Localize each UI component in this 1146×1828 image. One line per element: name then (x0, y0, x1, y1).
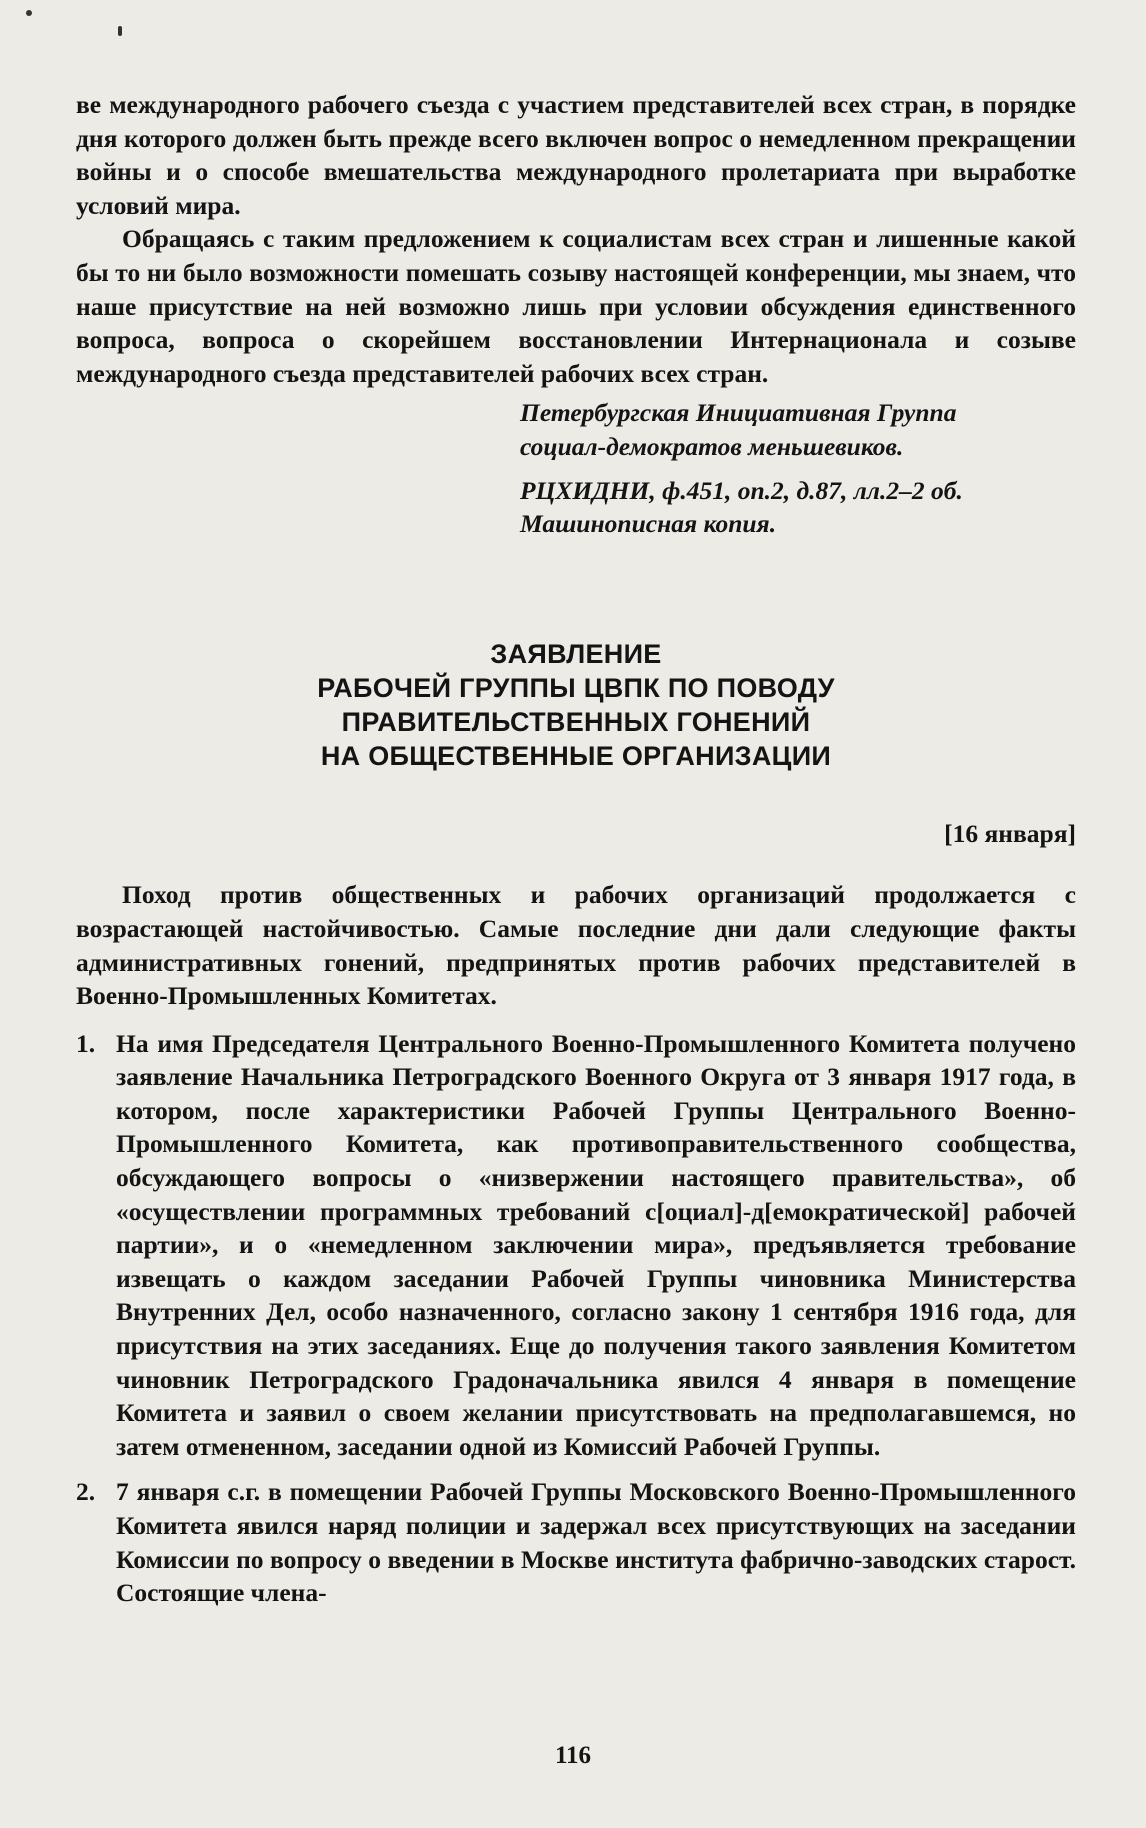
archive-reference: РЦХИДНИ, ф.451, оп.2, д.87, лл.2–2 об. (520, 475, 963, 505)
page-number: 116 (554, 1742, 592, 1769)
list-item-number: 2. (76, 1477, 96, 1507)
list-item (76, 1475, 1076, 1609)
copy-type: Машинописная копия. (520, 509, 777, 539)
continuation-paragraph: ве международного рабочего съезда с участием представителей всех стран, в порядке дня которого должен быть прежде всего включен вопрос о немедленном прекращении войны и о способе вмешательства международного пролетариата при выработке условий мира. (76, 90, 1076, 220)
title-line: НА ОБЩЕСТВЕННЫЕ ОРГАНИЗАЦИИ (320, 740, 832, 771)
signature-line: Петербургская Инициативная Группа (520, 398, 957, 428)
list-item (76, 1027, 1076, 1464)
signature-line: социал-демократов меньшевиков. (520, 431, 904, 461)
title-line: РАБОЧЕЙ ГРУППЫ ЦВПК ПО ПОВОДУ (317, 672, 835, 703)
scan-speck (26, 10, 32, 16)
signature-block (76, 396, 1076, 463)
numbered-list (76, 1027, 1076, 1610)
document-date: [16 января] (944, 818, 1076, 848)
title-line: ПРАВИТЕЛЬСТВЕННЫХ ГОНЕНИЙ (341, 706, 811, 737)
scan-speck (118, 26, 122, 36)
archival-source (76, 474, 1076, 541)
body-paragraph: Обращаясь с таким предложением к социалистам всех стран и лишенные какой бы то ни было возможности помешать созыву настоящей конференции, мы знаем, что наше присутствие на ней возможно лишь при условии обсуждения единственного вопроса, вопроса о скорейшем восстановлении Интернационала и созыве международного съезда представителей рабочих всех стран. (76, 224, 1076, 388)
text-column (76, 88, 1076, 1622)
title-line: ЗАЯВЛЕНИЕ (490, 638, 662, 669)
list-item-number: 1. (76, 1028, 96, 1058)
list-item-text: 7 января с.г. в помещении Рабочей Группы Московского Военно-Промышленного Комитета явился наряд полиции и задержал всех присутствующих на заседании Комиссии по вопросу о введении в Москве института фабрично-заводских старост. Состоящие члена- (116, 1477, 1076, 1608)
intro-paragraph: Поход против общественных и рабочих организаций продолжается с возрастающей настойчивостью. Самые последние дни дали следующие факты административных гонений, предпринятых против рабочих представителей в Военно-Промышленных Комитетах. (76, 880, 1076, 1011)
document-title (76, 637, 1076, 773)
list-item-text: На имя Председателя Центрального Военно-Промышленного Комитета получено заявление Начальника Петроградского Военного Округа от 3 января 1917 года, в котором, после характеристики Рабочей Группы Центрального Военно-Промышленного Комитета, как противоправительственного сообщества, обсуждающего вопросы о «низвержении настоящего правительства», об «осуществлении программных требований с[оциал]-д[емократической] рабочей партии», и о «немедленном заключении мира», предъявляется требование извещать о каждом заседании Рабочей Группы чиновника Министерства Внутренних Дел, особо назначенного, согласно закону 1 сентября 1916 года, для присутствия на этих заседаниях. Еще до получения такого заявления Комитетом чиновник Петроградского Градоначальника явился 4 января в помещение Комитета и заявил о своем желании присутствовать на предполагавшемся, но затем отмененном, заседании одной из Комиссий Рабочей Группы. (116, 1028, 1076, 1461)
